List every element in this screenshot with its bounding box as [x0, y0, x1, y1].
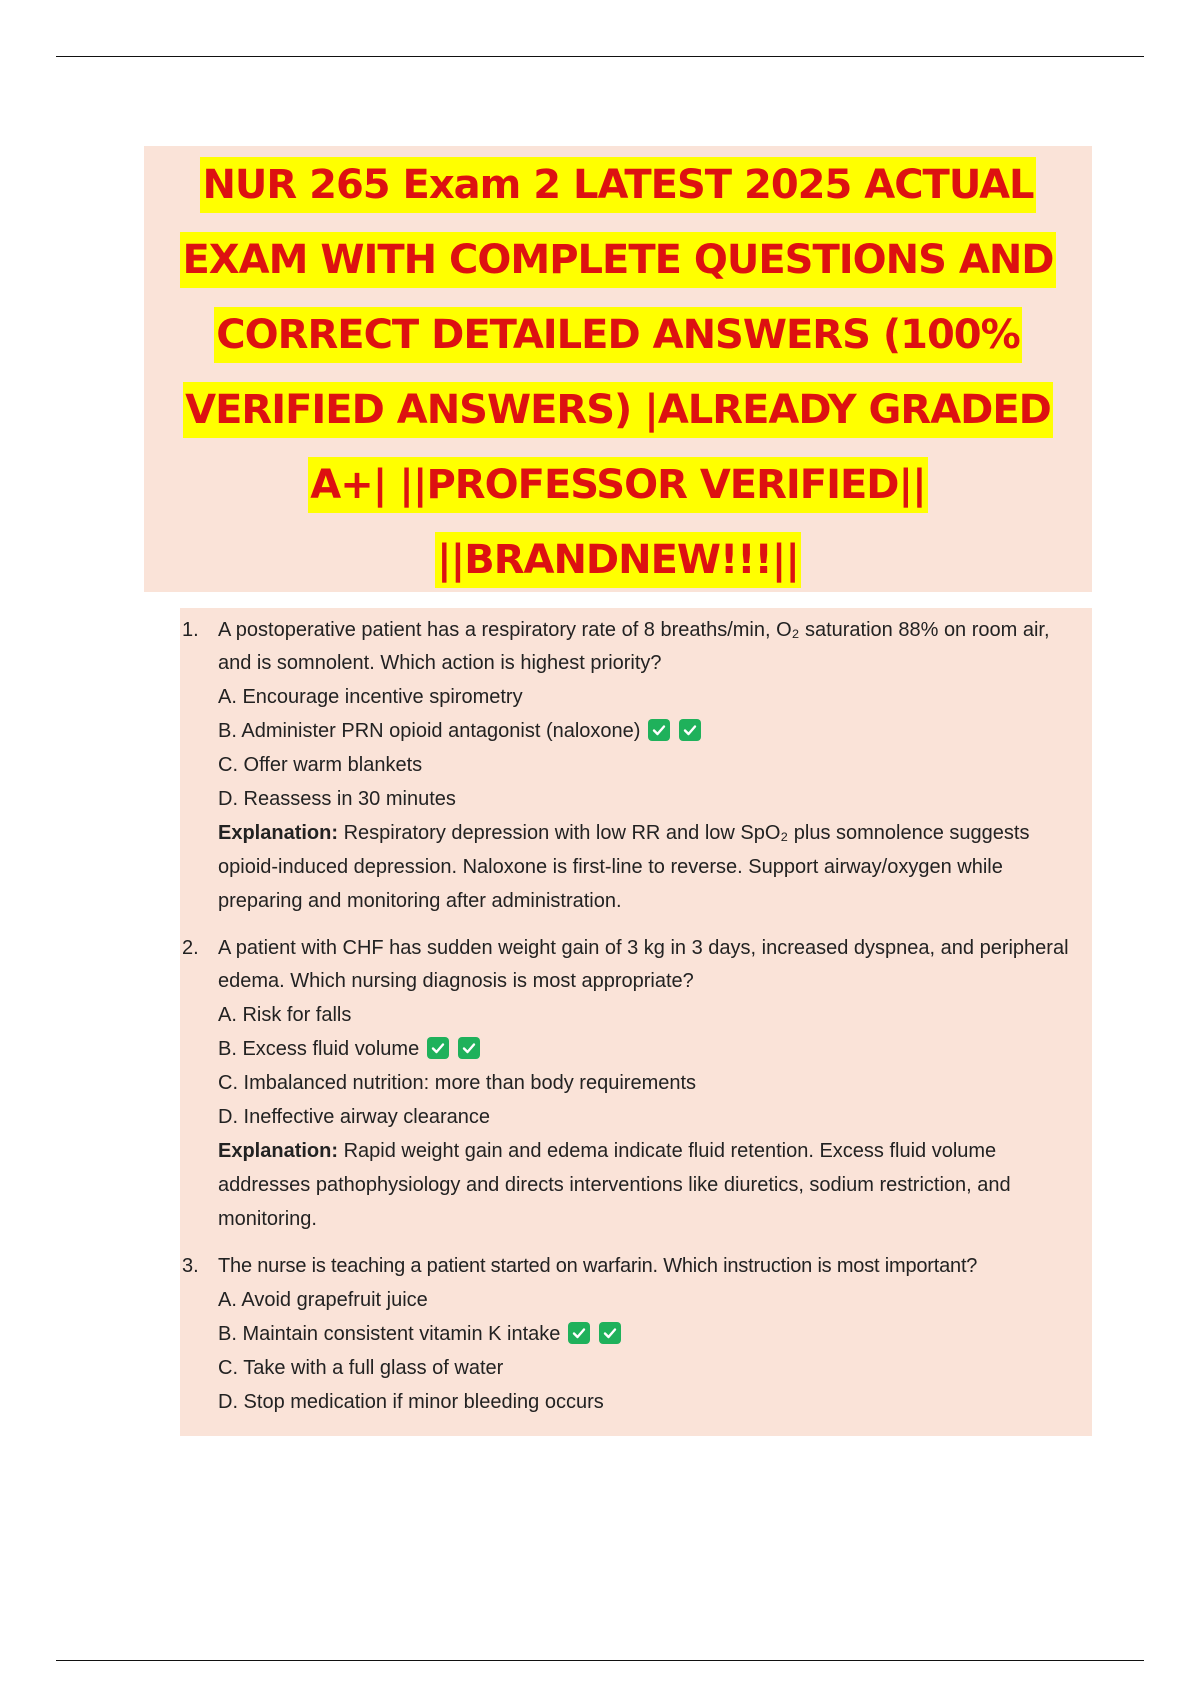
option-d: [218, 1100, 1092, 1134]
option-d: [218, 782, 1092, 816]
option-text: B. Maintain consistent vitamin K intake: [218, 1323, 561, 1345]
title-text: NUR 265 Exam 2 LATEST 2025 ACTUAL: [200, 157, 1035, 213]
title-text: EXAM WITH COMPLETE QUESTIONS AND: [180, 232, 1055, 288]
option-a: [218, 680, 1092, 714]
top-rule: [56, 56, 1144, 57]
title-line: [160, 223, 1076, 298]
option-text: D. Reassess in 30 minutes: [218, 788, 456, 810]
option-text: C. Offer warm blankets: [218, 754, 423, 776]
option-text: C. Take with a full glass of water: [218, 1357, 504, 1379]
explanation-label: Explanation:: [218, 1140, 339, 1162]
option-text: A. Encourage incentive spirometry: [218, 686, 523, 708]
title-text: ||BRANDNEW!!!||: [435, 532, 801, 588]
question-text: A postoperative patient has a respiratory rate of 8 breaths/min, O₂ saturation 88% on room air, and is somnolent. Which action is highest priority?: [218, 619, 1050, 674]
option-c: [218, 1066, 1092, 1100]
check-mark-icon: [648, 719, 670, 741]
question-3: [180, 1250, 1092, 1419]
option-b-correct: [218, 1032, 1092, 1066]
title-text: CORRECT DETAILED ANSWERS (100%: [214, 307, 1021, 363]
option-text: D. Ineffective airway clearance: [218, 1106, 490, 1128]
explanation-text: Rapid weight gain and edema indicate fluid retention. Excess fluid volume addresses pathophysiology and directs interventions like diuretics, sodium restriction, and monitoring.: [218, 1140, 1011, 1230]
question-number: 3.: [182, 1255, 199, 1277]
option-text: B. Excess fluid volume: [218, 1038, 420, 1060]
check-mark-icon: [679, 719, 701, 741]
question-text: The nurse is teaching a patient started on warfarin. Which instruction is most important?: [218, 1255, 978, 1277]
option-a: [218, 998, 1092, 1032]
title-line: [160, 448, 1076, 523]
check-mark-icon: [458, 1037, 480, 1059]
title-line: [160, 298, 1076, 373]
title-banner: [144, 146, 1092, 592]
question-1: [180, 614, 1092, 918]
question-number: 1.: [182, 619, 199, 641]
title-line: [160, 523, 1076, 598]
option-text: A. Risk for falls: [218, 1004, 352, 1026]
option-text: A. Avoid grapefruit juice: [218, 1289, 428, 1311]
question-2: [180, 932, 1092, 1236]
question-number: 2.: [182, 937, 199, 959]
option-b-correct: [218, 714, 1092, 748]
check-mark-icon: [427, 1037, 449, 1059]
option-b-correct: [218, 1317, 1092, 1351]
explanation: [218, 1134, 1092, 1236]
option-c: [218, 1351, 1092, 1385]
explanation: [218, 816, 1092, 918]
option-d: [218, 1385, 1092, 1419]
option-a: [218, 1283, 1092, 1317]
check-mark-icon: [599, 1322, 621, 1344]
option-text: D. Stop medication if minor bleeding occurs: [218, 1391, 604, 1413]
option-text: C. Imbalanced nutrition: more than body requirements: [218, 1072, 697, 1094]
check-mark-icon: [568, 1322, 590, 1344]
option-c: [218, 748, 1092, 782]
explanation-text: Respiratory depression with low RR and low SpO₂ plus somnolence suggests opioid-induced depression. Naloxone is first-line to reverse. Support airway/oxygen while preparing and monitoring after administration.: [218, 822, 1030, 912]
title-text: VERIFIED ANSWERS) |ALREADY GRADED: [183, 382, 1053, 438]
title-text: A+| ||PROFESSOR VERIFIED||: [308, 457, 927, 513]
questions-panel: [180, 608, 1092, 1436]
title-line: [160, 373, 1076, 448]
question-text: A patient with CHF has sudden weight gain of 3 kg in 3 days, increased dyspnea, and peripheral edema. Which nursing diagnosis is most appropriate?: [218, 937, 1069, 992]
option-text: B. Administer PRN opioid antagonist (naloxone): [218, 720, 641, 742]
explanation-label: Explanation:: [218, 822, 339, 844]
title-line: [160, 148, 1076, 223]
bottom-rule: [56, 1660, 1144, 1661]
